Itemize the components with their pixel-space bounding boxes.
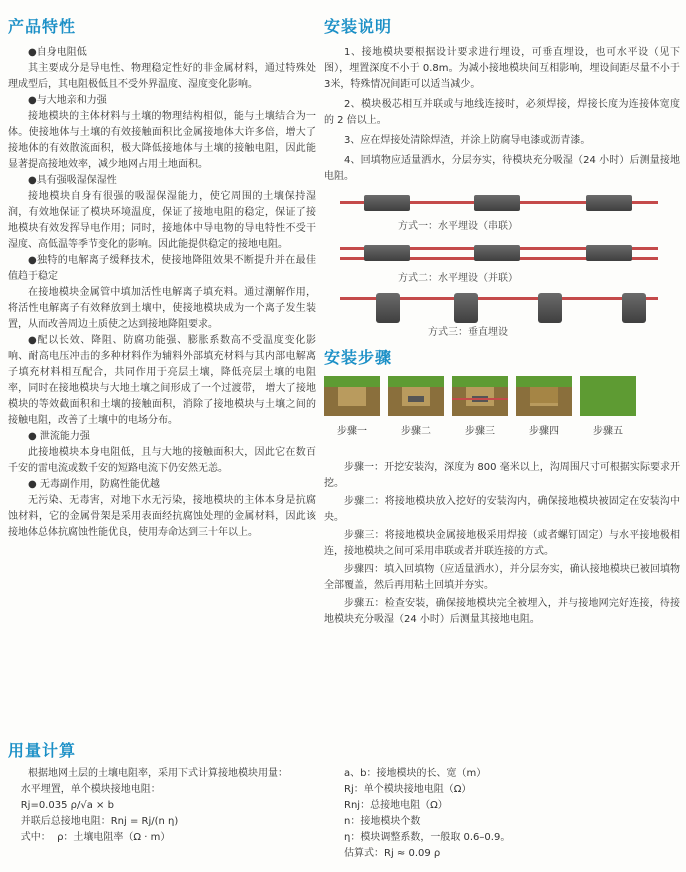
step-4-figure	[516, 376, 572, 437]
step-label: 步骤一	[337, 426, 367, 437]
calc-line: 根据地网土层的土壤电阻率，采用下式计算接地模块用量：	[28, 768, 288, 779]
step-3-figure	[452, 376, 508, 437]
module-block	[376, 293, 400, 323]
module-block	[474, 195, 520, 211]
calc-line: 水平埋置，单个模块接地电阻：	[8, 784, 161, 795]
calc-section	[8, 738, 680, 859]
calc-definition: Rj：单个模块接地电阻（Ω）	[344, 784, 472, 795]
steps-illustrations	[324, 376, 680, 452]
feature-heading: ●自身电阻低	[28, 47, 87, 58]
calc-left-body	[8, 766, 318, 846]
calc-line: 并联后总接地电阻：Rnj = Rj/(n η)	[8, 816, 179, 827]
feature-text: 接地模块自身有很强的吸湿保湿能力，使它周围的土壤保持湿润，有效地保证了模块环境温度，保证了接地电阻的稳定，保证了接地模块有效发挥导电作用；同时，接地体中导电物的导电特性不受干湿度、高低温等季节变化的影响。因此能提供稳定的接地电阻。	[8, 191, 316, 250]
step-label: 步骤二	[401, 426, 431, 437]
calc-line: Rj=0.035 ρ/√a × b	[8, 800, 114, 811]
install-title: 安装说明	[324, 17, 393, 36]
step-description: 步骤三：将接地模块金属接地极采用焊接（或者螺钉固定）与水平接地极相连，接地模块之间可采用串联或者并联连接的方式。	[324, 530, 680, 557]
install-body	[324, 45, 680, 185]
diagram-label-parallel: 方式二：水平埋设（并联）	[398, 273, 518, 284]
step-description: 步骤二：将接地模块放入挖好的安装沟内，确保接地模块被固定在安装沟中央。	[324, 496, 680, 523]
calc-definition: η：模块调整系数，一般取 0.6–0.9。	[344, 832, 511, 843]
install-note: 1、接地模块要根据设计要求进行埋设，可垂直埋设，也可水平设（见下图），埋置深度不小于 0.8m。为减小接地模块间互相影响，埋设间距尽量不小于3米，特殊情况间距可以适当减少。	[324, 47, 680, 90]
calc-definition: n：接地模块个数	[344, 816, 421, 827]
feature-text: 此接地模块本身电阻低，且与大地的接触面积大，因此它在数百千安的雷电流或数千安的短路电流下仍安然无恙。	[8, 447, 316, 474]
step-label: 步骤五	[593, 426, 623, 437]
feature-heading: ●与大地亲和力强	[28, 95, 107, 106]
install-note: 3、应在焊接处清除焊渣，并涂上防腐导电漆或沥青漆。	[344, 135, 591, 146]
step-1-image	[324, 376, 380, 416]
feature-heading: ●独特的电解离子缓释技术，使接地降阻效果不断提升并在最佳值趋于稳定	[8, 255, 316, 282]
step-description: 步骤五：检查安装，确保接地模块完全被埋入，并与接地网完好连接，待接地模块充分吸湿（24 小时）后测量其接地电阻。	[324, 598, 680, 625]
step-3-image	[452, 376, 508, 416]
features-body	[8, 45, 316, 541]
module-block	[364, 245, 410, 261]
step-1-figure	[324, 376, 380, 437]
module-block	[454, 293, 478, 323]
features-section	[8, 14, 316, 541]
step-4-image	[516, 376, 572, 416]
install-note: 2、模块极芯相互并联或与地线连接时，必须焊接，焊接长度为连接体宽度的 2 倍以上。	[324, 99, 680, 126]
install-note: 4、回填物应适量洒水，分层夯实，待模块充分吸湿（24 小时）后测量接地电阻。	[324, 155, 680, 182]
step-description: 步骤四：填入回填物（应适量洒水），并分层夯实，确认接地模块已被回填物全部覆盖，然后再用粘土回填并夯实。	[324, 564, 680, 591]
module-block	[586, 195, 632, 211]
install-diagram	[324, 189, 680, 341]
calc-title: 用量计算	[8, 741, 77, 760]
features-title: 产品特性	[8, 17, 77, 36]
step-5-figure	[580, 376, 636, 437]
install-section	[324, 14, 680, 630]
steps-body	[324, 460, 680, 628]
feature-heading: ●具有强吸湿保湿性	[28, 175, 117, 186]
feature-heading: ● 无毒副作用，防腐性能优越	[28, 479, 160, 490]
step-label: 步骤四	[529, 426, 559, 437]
feature-heading: ● 泄流能力强	[28, 431, 90, 442]
calc-definition: Rnj：总接地电阻（Ω）	[344, 800, 448, 811]
feature-text: 无污染、无毒害，对地下水无污染，接地模块的主体本身是抗腐蚀材料，它的金属骨架是采用表面经抗腐蚀处理的金属材料，因此该接地体总体抗腐蚀性能优良，使用寿命达到三十年以上。	[8, 495, 316, 538]
module-block	[474, 245, 520, 261]
module-block	[586, 245, 632, 261]
step-description: 步骤一：开挖安装沟，深度为 800 毫米以上，沟周围尺寸可根据实际要求开挖。	[324, 462, 680, 489]
diagram-label-vertical: 方式三：垂直埋设	[428, 327, 508, 338]
module-block	[364, 195, 410, 211]
calc-definition: a、b：接地模块的长、宽（m）	[344, 768, 487, 779]
calc-definition: 估算式：Rj ≈ 0.09 ρ	[344, 848, 441, 859]
feature-text: 接地模块的主体材料与土壤的物理结构相似，能与土壤结合为一体。使接地体与土壤的有效接触面积比金属接地体大许多倍，增大了接地体的有效散流面积，极大降低接地体与土壤的接触电阻，因此能显著提高接地效率，减少地网占用土地面积。	[8, 111, 316, 170]
step-label: 步骤三	[465, 426, 495, 437]
steps-title: 安装步骤	[324, 348, 393, 367]
feature-text: 在接地模块金属管中填加活性电解离子填充料。通过潮解作用，将活性电解离子有效释放到土壤中，使接地模块成为一个离子发生装置，从而改善周边土质使之达到接地降阻要求。	[8, 287, 316, 330]
calc-line: 式中： ρ：土壤电阻率（Ω · m）	[8, 832, 171, 843]
feature-text: 其主要成分是导电性、物理稳定性好的非金属材料，通过特殊处理成型后，其电阻极低且不受外界温度、湿度变化影响。	[8, 63, 316, 90]
module-block	[622, 293, 646, 323]
diagram-label-series: 方式一：水平埋设（串联）	[398, 221, 518, 232]
module-block	[538, 293, 562, 323]
step-2-figure	[388, 376, 444, 437]
feature-heading: ●配以长效、降阻、防腐功能强、膨胀系数高不受温度变化影响、耐高电压冲击的多种材料作为辅料外部填充材料与其内部电解离子填充材料相互配合，共同作用于亮层土壤，降低亮层土壤的电阻率，同时在接地模块与大地土壤之间形成了一个过渡带， 增大了接地模块的等效截面积和土壤的接触面积，消除了接地模块与土壤之间的接触电阻，改善了土壤中的电场分布。	[8, 335, 316, 426]
step-2-image	[388, 376, 444, 416]
calc-right-body	[344, 766, 680, 862]
step-5-image	[580, 376, 636, 416]
